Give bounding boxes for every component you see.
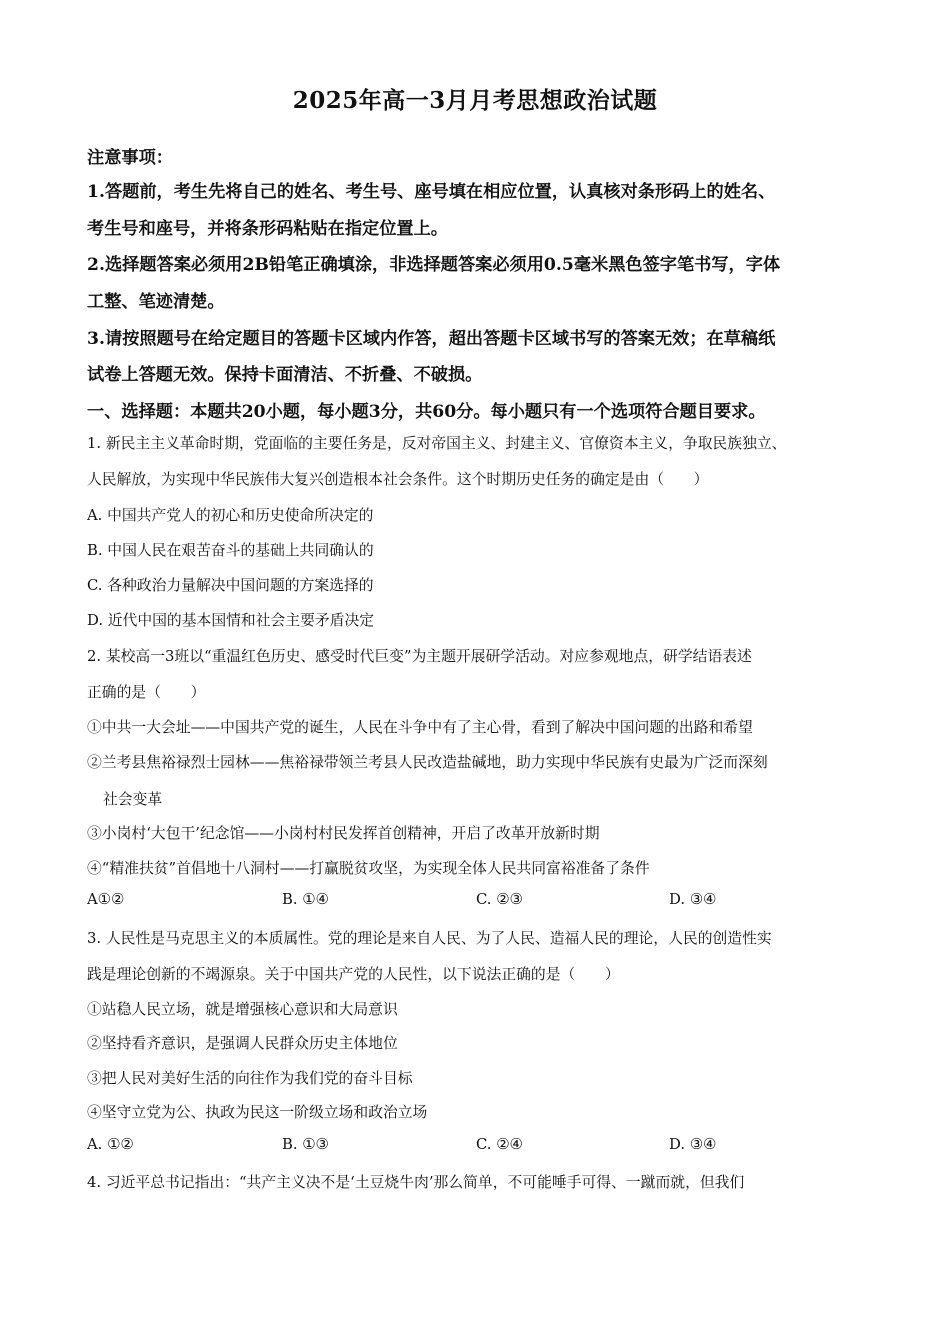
question-1-stem: 1. 新民主主义革命时期，党面临的主要任务是，反对帝国主义、封建主义、官僚资本主义，争取民族独立、	[87, 435, 787, 452]
question-3-option-c: C. ②④	[476, 1136, 523, 1153]
question-3-item: ④坚守立党为公、执政为民这一阶级立场和政治立场	[87, 1104, 428, 1121]
notice-line: 1.答题前，考生先将自己的姓名、考生号、座号填在相应位置，认真核对条形码上的姓名、	[87, 182, 776, 202]
question-3-item: ③把人民对美好生活的向往作为我们党的奋斗目标	[87, 1070, 413, 1087]
question-1-option-a: A. 中国共产党人的初心和历史使命所决定的	[87, 507, 374, 524]
question-1-stem: 人民解放，为实现中华民族伟大复兴创造根本社会条件。这个时期历史任务的确定是由（ ）	[87, 471, 709, 488]
question-2-option-a: A①②	[87, 891, 125, 908]
question-2-option-c: C. ②③	[476, 891, 523, 908]
section-heading: 一、选择题：本题共20小题，每小题3分，共60分。每小题只有一个选项符合题目要求。	[87, 402, 766, 422]
notice-line: 3.请按照题号在给定题目的答题卡区域内作答，超出答题卡区域书写的答案无效；在草稿纸	[87, 329, 776, 349]
notice-line: 试卷上答题无效。保持卡面清洁、不折叠、不破损。	[87, 365, 483, 385]
notice-heading: 注意事项：	[87, 148, 173, 168]
question-3-option-b: B. ①③	[282, 1136, 329, 1153]
question-3-stem: 3. 人民性是马克思主义的本质属性。党的理论是来自人民、为了人民、造福人民的理论，人民的创造性实	[87, 930, 772, 947]
page-title: 2025年高一3月月考思想政治试题	[292, 87, 658, 114]
question-4-stem: 4. 习近平总书记指出：“共产主义决不是‘土豆烧牛肉’那么简单，不可能唾手可得、一蹴而就，但我们	[87, 1174, 745, 1191]
question-2-item: 社会变革	[103, 791, 163, 808]
question-2-stem: 正确的是（ ）	[87, 684, 206, 701]
notice-line: 工整、笔迹清楚。	[87, 292, 225, 312]
question-3-option-a: A. ①②	[87, 1136, 134, 1153]
notice-line: 考生号和座号，并将条形码粘贴在指定位置上。	[87, 219, 448, 239]
question-3-stem: 践是理论创新的不竭源泉。关于中国共产党的人民性，以下说法正确的是（ ）	[87, 966, 620, 983]
question-2-item: ②兰考县焦裕禄烈士园林——焦裕禄带领兰考县人民改造盐碱地，助力实现中华民族有史最为广泛而深刻	[87, 754, 768, 771]
question-1-option-b: B. 中国人民在艰苦奋斗的基础上共同确认的	[87, 542, 374, 559]
question-1-option-d: D. 近代中国的基本国情和社会主要矛盾决定	[87, 612, 375, 629]
question-2-item: ①中共一大会址——中国共产党的诞生，人民在斗争中有了主心骨，看到了解决中国问题的出路和希望	[87, 719, 753, 736]
question-3-item: ②坚持看齐意识，是强调人民群众历史主体地位	[87, 1035, 398, 1052]
question-2-option-b: B. ①④	[282, 891, 329, 908]
question-3-item: ①站稳人民立场，就是增强核心意识和大局意识	[87, 1001, 398, 1018]
question-2-item: ③小岗村‘大包干’纪念馆——小岗村村民发挥首创精神，开启了改革开放新时期	[87, 825, 600, 842]
question-1-option-c: C. 各种政治力量解决中国问题的方案选择的	[87, 577, 374, 594]
question-2-stem: 2. 某校高一3班以“重温红色历史、感受时代巨变”为主题开展研学活动。对应参观地点，研学结语表述	[87, 648, 752, 665]
question-2-item: ④“精准扶贫”首倡地十八洞村——打赢脱贫攻坚，为实现全体人民共同富裕准备了条件	[87, 860, 650, 877]
question-3-option-d: D. ③④	[669, 1136, 717, 1153]
question-2-option-d: D. ③④	[669, 891, 717, 908]
notice-line: 2.选择题答案必须用2B铅笔正确填涂，非选择题答案必须用0.5毫米黑色签字笔书写，字体	[87, 255, 781, 275]
